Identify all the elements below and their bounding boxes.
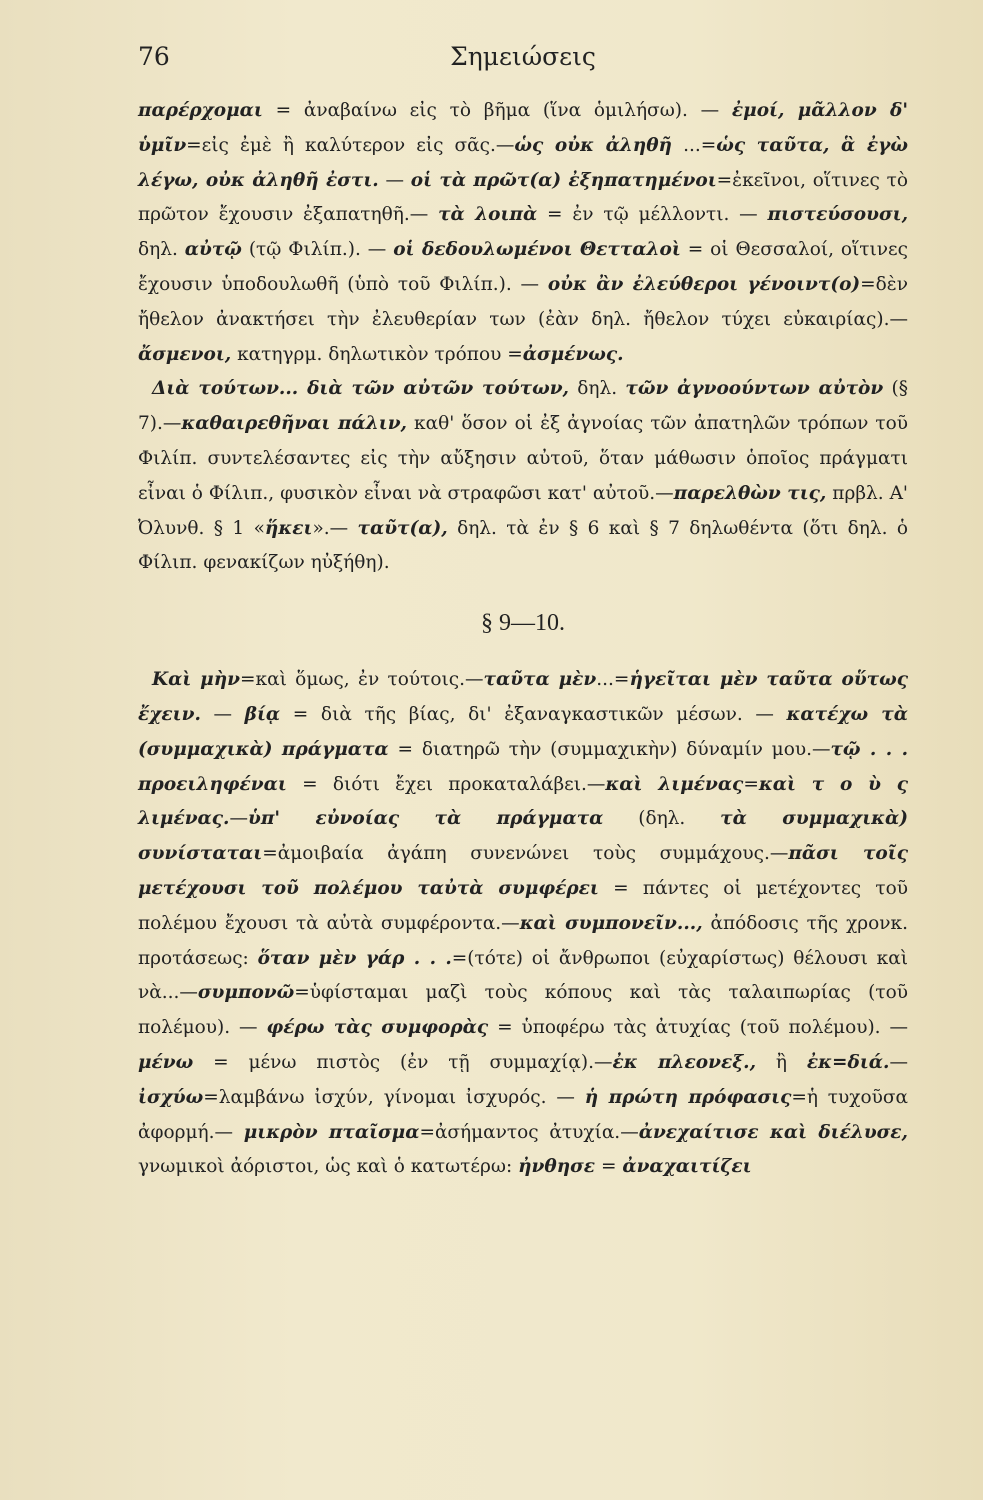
- gloss-text: ἀπόδοσις τῆς χρονκ. προτάσεως:: [138, 912, 909, 969]
- lemma: ὡς οὐκ ἀληθῆ: [514, 134, 673, 156]
- lemma: ἐκ πλεονεξ.,: [612, 1051, 757, 1073]
- lemma: οἱ δεδουλωμένοι Θετταλοὶ: [393, 239, 681, 261]
- lemma: Καὶ μὴν: [152, 669, 241, 691]
- body-text: [138, 94, 908, 1185]
- gloss-text: =ὑφίσταμαι μαζὶ τοὺς κόπους καὶ τὰς ταλαιπωρίας (τοῦ πολέμου). —: [138, 982, 908, 1039]
- gloss-text: (§ 7).—: [138, 378, 908, 435]
- gloss-text: —: [889, 1051, 908, 1073]
- paragraph-notes-1: [138, 94, 908, 372]
- gloss-text: κατηγρμ. δηλωτικὸν τρόπου =: [231, 343, 523, 365]
- lemma: πᾶσι τοῖς μετέχουσι τοῦ πολέμου ταὐτὰ συμφέρει: [138, 843, 908, 899]
- gloss-text: (δηλ.: [603, 808, 721, 830]
- lemma: κατέχω τὰ (συμμαχικὰ) πράγματα: [138, 703, 908, 760]
- lemma: ἡ πρώτη πρόφασις: [584, 1086, 792, 1108]
- gloss-text: =ἀμοιβαία ἀγάπη συνενώνει τοὺς συμμάχους.—: [262, 843, 789, 865]
- paragraph-notes-3: [138, 663, 908, 1185]
- lemma: μένω: [138, 1051, 194, 1073]
- gloss-text: δηλ.: [569, 378, 626, 400]
- gloss-text: =λαμβάνω ἰσχύν, γίνομαι ἰσχυρός. —: [203, 1086, 585, 1108]
- lemma: τὰ συμμαχικὰ) συνίσταται: [138, 808, 908, 865]
- lemma: καὶ λιμένας: [605, 773, 744, 795]
- lemma: αὐτῷ: [184, 239, 242, 261]
- lemma: ἥκει: [264, 517, 313, 539]
- lemma: καθαιρεθῆναι πάλιν,: [181, 413, 407, 435]
- lemma: καὶ συμπονεῖν...,: [519, 912, 703, 934]
- gloss-text: ...=: [672, 134, 717, 156]
- running-title: Σημειώσεις: [450, 42, 596, 71]
- gloss-text: = οἱ Θεσσαλοί, οἵτινες ἔχουσιν ὑποδουλωθῆ (ὑπὸ τοῦ Φιλίπ.). —: [138, 239, 908, 295]
- gloss-text: δηλ. τὰ ἐν § 6 καὶ § 7 δηλωθέντα (ὅτι δηλ. ὁ Φίλιπ. φενακίζων ηὐξήθη).: [138, 517, 908, 574]
- lemma: ἡγεῖται μὲν ταῦτα οὕτως ἔχειν.: [138, 669, 908, 725]
- gloss-text: =ἡ τυχοῦσα ἀφορμή.—: [138, 1086, 908, 1143]
- paragraph-notes-2: [138, 372, 908, 581]
- gloss-text: =(τότε) οἱ ἄνθρωποι (εὐχαρίστως) θέλουσι καὶ νὰ...—: [138, 947, 908, 1004]
- gloss-text: —: [229, 808, 248, 830]
- lemma: ἐκ=διά.: [806, 1051, 890, 1073]
- page-header: [138, 42, 908, 82]
- lemma: βίᾳ: [244, 703, 281, 725]
- gloss-text: —: [378, 169, 411, 191]
- gloss-text: = διατηρῶ τὴν (συμμαχικὴν) δύναμίν μου.—: [388, 738, 831, 760]
- lemma: τῶν ἀγνοούντων αὐτὸν: [625, 378, 884, 400]
- gloss-text: = πάντες οἱ μετέχοντες τοῦ πολέμου ἔχουσι τὰ αὐτὰ συμφέροντα.—: [138, 877, 908, 934]
- gloss-text: =: [743, 773, 759, 795]
- lemma: ἠνθησε: [518, 1156, 596, 1178]
- gloss-text: ».—: [312, 517, 358, 539]
- lemma: συμπονῶ: [197, 982, 295, 1004]
- lemma: παρέρχομαι: [138, 100, 263, 121]
- gloss-text: =: [595, 1156, 623, 1178]
- lemma: ταῦτ(α),: [357, 517, 448, 539]
- gloss-text: = ἐν τῷ μέλλοντι. —: [537, 204, 768, 226]
- gloss-text: =καὶ ὅμως, ἐν τούτοις.—: [240, 669, 484, 691]
- lemma: ἀνεχαίτισε καὶ διέλυσε,: [638, 1121, 908, 1143]
- gloss-text: ...=: [596, 669, 630, 691]
- gloss-text: =εἰς ἐμὲ ἢ καλύτερον εἰς σᾶς.—: [186, 134, 515, 156]
- lemma: μικρὸν πταῖσμα: [243, 1121, 420, 1143]
- gloss-text: —: [200, 703, 245, 725]
- lemma: τῷ . . . προειληφέναι: [138, 738, 909, 795]
- gloss-text: καθ' ὅσον οἱ ἐξ ἀγνοίας τῶν ἀπατηλῶν τρόπων τοῦ Φιλίπ. συντελέσαντες εἰς τὴν αὔξησιν αὐτοῦ, ὅταν μάθωσιν ὁποῖος πράγματι εἶναι ὁ Φίλιπ., φυσικὸν εἶναι νὰ στραφῶσι κατ' αὐτοῦ.—: [138, 413, 908, 504]
- gloss-text: = διὰ τῆς βίας, δι' ἐξαναγκαστικῶν μέσων. —: [280, 703, 787, 725]
- gloss-text: =ἐκεῖνοι, οἵτινες τὸ πρῶτον ἔχουσιν ἐξαπατηθῆ.—: [138, 169, 908, 226]
- gloss-text: = ὑποφέρω τὰς ἀτυχίας (τοῦ πολέμου). —: [488, 1017, 908, 1039]
- lemma: ἀναχαιτίζει: [622, 1156, 752, 1178]
- gloss-text: = μένω πιστὸς (ἐν τῇ συμμαχίᾳ).—: [193, 1051, 613, 1073]
- lemma: ἄσμενοι,: [138, 343, 232, 365]
- lemma: ἐμοί, μᾶλλον δ' ὑμῖν: [138, 100, 908, 156]
- lemma: ὡς ταῦτα, ἃ ἐγὼ λέγω, οὐκ ἀληθῆ ἐστι.: [138, 134, 908, 191]
- gloss-text: = ἀναβαίνω εἰς τὸ βῆμα (ἵνα ὁμιλήσω). —: [262, 100, 732, 121]
- gloss-text: δηλ.: [138, 239, 185, 261]
- lemma: πιστεύσουσι,: [767, 204, 909, 226]
- lemma: οἱ τὰ πρῶτ(α) ἐξηπατημένοι: [410, 169, 717, 191]
- lemma: ἀσμένως.: [522, 343, 624, 365]
- gloss-text: ἢ: [756, 1051, 807, 1073]
- lemma: ταῦτα μὲν: [483, 669, 597, 691]
- gloss-text: =ἀσήμαντος ἀτυχία.—: [419, 1121, 639, 1143]
- lemma: ὑπ' εὐνοίας τὰ πράγματα: [248, 808, 604, 830]
- gloss-text: πρβλ. Α' Ὀλυνθ. § 1 «: [138, 482, 909, 539]
- lemma: καὶ τ ο ὺ ς λιμένας.: [138, 773, 909, 830]
- lemma: Διὰ τούτων... διὰ τῶν αὐτῶν τούτων,: [152, 378, 569, 400]
- lemma: τὰ λοιπὰ: [438, 204, 538, 226]
- gloss-text: =δὲν ἤθελον ἀνακτήσει τὴν ἐλευθερίαν των (ἐὰν δηλ. ἤθελον τύχει εὐκαιρίας).—: [138, 273, 908, 330]
- section-title: § 9—10.: [481, 610, 565, 637]
- lemma: φέρω τὰς συμφορὰς: [266, 1017, 489, 1039]
- lemma: ὅταν μὲν γάρ . . .: [257, 947, 452, 969]
- lemma: ἰσχύω: [138, 1086, 204, 1108]
- page-number: 76: [138, 42, 170, 71]
- lemma: οὐκ ἂν ἐλεύθεροι γένοιντ(ο): [547, 273, 861, 295]
- lemma: παρελθὼν τις,: [673, 482, 827, 504]
- gloss-text: = διότι ἔχει προκαταλάβει.—: [286, 773, 606, 795]
- gloss-text: γνωμικοὶ ἀόριστοι, ὡς καὶ ὁ κατωτέρω:: [138, 1156, 519, 1178]
- gloss-text: (τῷ Φιλίπ.). —: [241, 239, 394, 261]
